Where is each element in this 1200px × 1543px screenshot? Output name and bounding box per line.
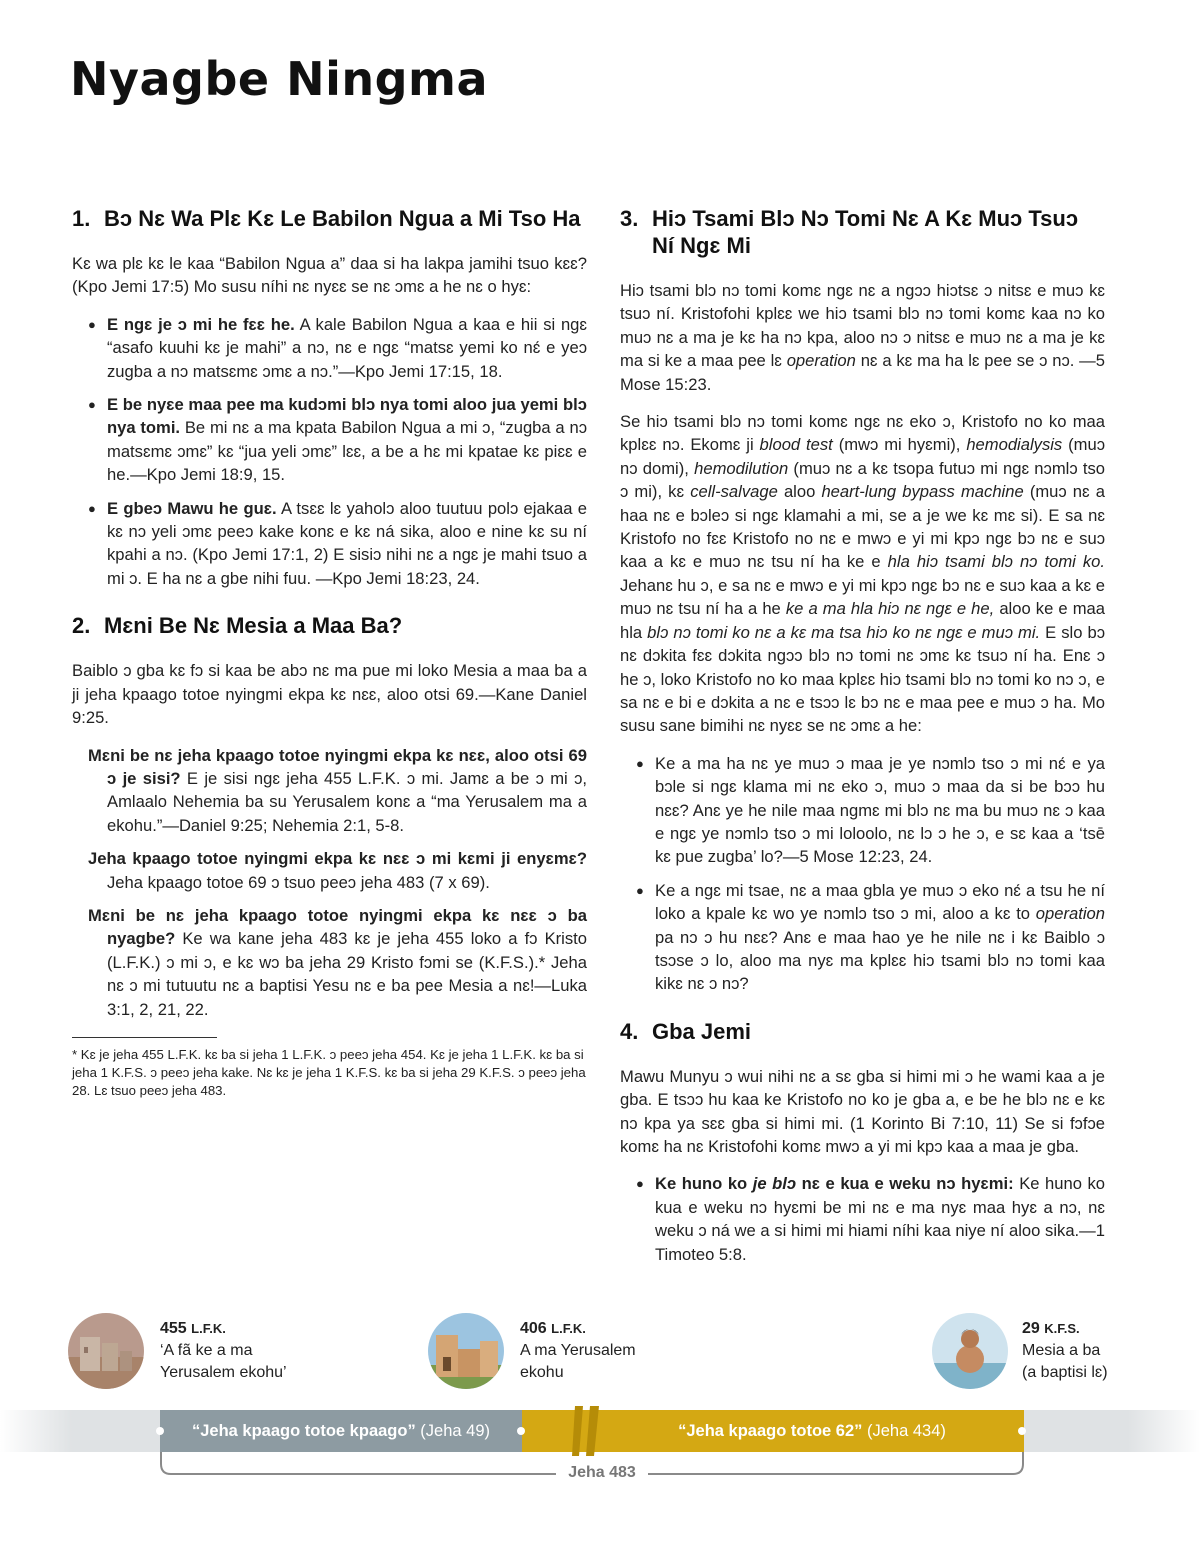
- event-description: Mesia a ba: [1022, 1342, 1101, 1359]
- answer: E je sisi ngɛ jeha 455 L.F.K. ɔ mi. Jamɛ a be ɔ mi ɔ, Amlaalo Nehemia ba su Yerusalem konɛ a “ma Yerusalem ma a ekohu.”—Daniel 9:25; Nehemia 2:1, 5-8.: [107, 768, 587, 835]
- text-run: (muɔ nɛ a haa nɛ e bɔleɔ si ngɛ klamahi a mi, se a je we kɛ mɛ si). E sa nɛ Kristofo no fɛɛ Kristofo no nɛ e mwɔ e yi mi kpɔ ngɛ bɔ nɛ e suɔ kaa a kɛ e muɔ nɛ tsu ní ha ke e: [620, 482, 1105, 572]
- section-paragraph: [620, 279, 1105, 396]
- section-1-heading: [72, 205, 587, 232]
- text-run: pa nɔ ɔ hu nɛɛ? Anɛ e maa hao ye he nile nɛ i kɛ Baiblo ɔ tsɔse ɔ lo, aloo ma nyɛ ma kplɛɛ hiɔ tsami blɔ nɔ tomi kaa kikɛ nɛ ɔ nɔ?: [655, 927, 1105, 994]
- text-run: aloo ke e maa hla: [620, 599, 1105, 642]
- section-intro: Baiblo ɔ gba kɛ fɔ si kaa be abɔ nɛ ma pue mi loko Mesia a maa ba a ji jeha kpaago totoe nyingmi ekpa kɛ nɛɛ, aloo otsi 69.—Kane Daniel 9:25.: [72, 661, 587, 728]
- bullet-text: A kale Babilon Ngua a kaa e hii si ngɛ “asafo kuuhi kɛ je mahi” a nɔ, nɛ e ngɛ “matsɛ yemi ko nɛ́ e yeɔ zugba a nɔ matsɛmɛ ɔmɛ a nɔ.”—Kpo Jemi 17:15, 18.: [107, 314, 588, 381]
- page-title: Nyagbe Ningma: [70, 52, 489, 106]
- event-description: ekohu: [520, 1364, 564, 1381]
- text-run-italic: blood test: [759, 435, 833, 455]
- section-2-heading: [72, 612, 587, 639]
- event-year: 29: [1022, 1320, 1040, 1337]
- answer: Jeha kpaago totoe 69 ɔ tsuo peeɔ jeha 483 (7 x 69).: [107, 872, 490, 892]
- text-run: aloo: [777, 482, 822, 502]
- period-label-title: “Jeha kpaago totoe kpaago”: [191, 1422, 416, 1440]
- bullet-lead: nɛ e kua e weku nɔ hyɛmi:: [796, 1174, 1014, 1194]
- section-4-heading: [620, 1018, 1105, 1045]
- text-run-italic: blɔ nɔ tomi ko nɛ a kɛ ma tsa hiɔ ko nɛ ngɛ e muɔ mi.: [647, 622, 1041, 642]
- event-description: A ma Yerusalem: [520, 1342, 636, 1359]
- event-description: (a baptisi lɛ): [1022, 1364, 1108, 1381]
- text-run: (muɔ nɛ a kɛ tsopa futuɔ mi ngɛ nɔmlɔ tso ɔ mi), kɛ: [620, 458, 1105, 502]
- bullet-item: [88, 497, 587, 591]
- period-label-title: “Jeha kpaago totoe 62”: [678, 1422, 863, 1440]
- text-run: (mwɔ mi hyɛmi),: [832, 435, 967, 455]
- period-label: [600, 1420, 1024, 1442]
- section-title: Mɛni Be Nɛ Mesia a Maa Ba?: [104, 613, 403, 639]
- text-run: E slo bɔ nɛ dɔkita fɛɛ dɔkita ngɔɔ blɔ nɔ tomi nɛ ɔmɛ kɛ tsuɔ ní ha. Enɛ ɔ he ɔ, loko Kristofo no ko maa kplɛɛ hiɔ tsami blɔ nɔ tomi ko nɔ ɔ, e sa nɛ e bi e dɔkita a nɛ e tsɔɔ lɛ bɔ nɛ e maa pee e muɔ ɔ ha. Mo susu sane bimihi nɛ nyɛɛ se nɛ ɔmɛ a he:: [620, 622, 1105, 736]
- event-era: L.F.K.: [191, 1321, 226, 1336]
- bullet-text: Ke huno ko kua e weku nɔ hyɛmi be mi nɛ e ma nyɛ maa hyɛ a nɔ, nɛ weku ɔ ná we a si himi mi hiami níhi kaa niye ní aloo sika.—1 Timoteo 5:8.: [655, 1174, 1105, 1264]
- bullet-lead-italic: je blɔ: [752, 1174, 797, 1194]
- bullet-lead: E ngɛ je ɔ mi he fɛɛ he.: [107, 314, 295, 334]
- event-era: K.F.S.: [1044, 1321, 1080, 1336]
- section-number: 4.: [620, 1018, 639, 1044]
- text-run-italic: hla hiɔ tsami blɔ nɔ tomi ko.: [887, 552, 1105, 572]
- bullet-item: [636, 879, 1105, 996]
- baptism-icon: [932, 1313, 1008, 1389]
- timeline-event: [1022, 1318, 1108, 1384]
- text-run-italic: hemodialysis: [966, 435, 1063, 455]
- section-paragraph: [620, 410, 1105, 738]
- text-run-italic: cell-salvage: [690, 482, 778, 502]
- bullet-lead: Ke huno ko: [655, 1174, 753, 1194]
- question: Jeha kpaago totoe nyingmi ekpa kɛ nɛɛ ɔ mi kɛmi ji enyɛmɛ?: [88, 849, 587, 869]
- text-run: nɛ a kɛ ma ha lɛ pee se ɔ nɔ. —5 Mose 15:23.: [620, 351, 1105, 394]
- text-run-italic: operation: [1035, 904, 1105, 924]
- text-run: Jehanɛ hu ɔ, e sa nɛ e mwɔ e yi mi kpɔ ngɛ bɔ nɛ e suɔ kaa a kɛ e muɔ nɛ tsu ní ha a he: [620, 575, 1105, 619]
- section-number: 2.: [72, 613, 91, 639]
- bullet-item: ● Ke a ma ha nɛ ye muɔ ɔ maa je ye nɔmlɔ tso ɔ mi nɛ́ e ya bɔle si ngɛ klama mi nɛ eko ɔ, muɔ ɔ maa da si be bɔɔ hu nɛɛ? Anɛ ye he nile maa ngmɛ mi blɔ nɛ ma bu muɔ nɛ ɔ kaa e ngɛ ye nɔmlɔ tso ɔ mi loloolo, nɛ lɔ ɔ he ɔ, e sɛ kaa a ‘tsē kɛ pue zugba’ lo?—5 Mose 12:23, 24.: [636, 752, 1105, 869]
- bullet-item: [636, 1172, 1105, 1266]
- footnote-divider: [72, 1037, 217, 1038]
- question: Mɛni be nɛ jeha kpaago totoe nyingmi ekpa kɛ nɛɛ ɔ ba nyagbe?: [88, 905, 587, 949]
- bullet-list: [636, 752, 1105, 996]
- section-intro: Mawu Munyu ɔ wui nihi nɛ a sɛ gba si himi mi ɔ he wami kaa a je gba. E tsɔɔ hu kaa ke Kristofo no ko je gba a, e be he blɔ nɛ e kɛ nɔ kpa ya sɛɛ gba si himi mi. (1 Korinto Bi 7:10, 11) Se si fɔfɔe komɛ ha nɛ Kristofohi komɛ mwɔ a yi mi kpɔ kaa a maa je gba.: [620, 1066, 1105, 1156]
- bullet-list: [636, 1172, 1105, 1266]
- bullet-lead: E be nyɛe maa pee ma kudɔmi blɔ nya tomi aloo jua yemi blɔ nya tomi.: [107, 395, 587, 438]
- question-answer: [88, 847, 587, 894]
- question: Mɛni be nɛ jeha kpaago totoe nyingmi ekpa kɛ nɛɛ, aloo otsi 69 ɔ je sisi?: [88, 745, 587, 788]
- section-3-heading: [620, 205, 1105, 259]
- bullet-item: [88, 393, 587, 487]
- text-run-italic: hemodilution: [694, 458, 789, 478]
- text-run: Hiɔ tsami blɔ nɔ tomi komɛ ngɛ nɛ a ngɔɔ hiɔtsɛ ɔ nitsɛ e muɔ kɛ tsuɔ ní. Kristofohi kplɛɛ we hiɔ tsami blɔ nɔ tomi komɛ kaa nɔ ko muɔ nɛ a ma je kɛ ha nɔ kpa, aloo nɔ ɔ nitsɛ e muɔ nɛ a ma je kɛ ma si ke a maa pee lɛ: [620, 281, 1105, 371]
- answer: Ke wa kane jeha 483 kɛ je jeha 455 loko a fɔ Kristo (L.F.K.) ɔ mi ɔ, e kɛ wɔ ba jeha 29 Kristo fɔmi se (K.F.S.).* Jeha nɛ ɔ mi tutuutu nɛ a baptisi Yesu nɛ e ba pee Mesia a nɛ!—Luka 3:1, 2, 21, 22.: [107, 929, 587, 1019]
- right-column: [620, 205, 1105, 1288]
- event-description: Yerusalem ekohu’: [160, 1364, 287, 1381]
- bullet-text: Be mi nɛ a ma kpata Babilon Ngua a mi ɔ, “zugba a nɔ matsɛmɛ ɔmɛ” kɛ “jua yeli ɔmɛ” lɛɛ, a be a hɛ mi kpatae kɛ piɛɛ e he.—Kpo Jemi 18:9, 15.: [107, 418, 587, 485]
- event-description: ‘A fã ke a ma: [160, 1342, 253, 1359]
- period-label-years: (Jeha 434): [862, 1422, 946, 1440]
- section-intro: Kɛ wa plɛ kɛ le kaa “Babilon Ngua a” daa si ha lakpa jamihi tsuo kɛɛ? (Kpo Jemi 17:5) Mo susu níhi nɛ nyɛɛ se nɛ ɔmɛ a he nɛ o hyɛ:: [72, 254, 587, 297]
- text-run: Ke a ngɛ mi tsae, nɛ a maa gbla ye muɔ ɔ eko nɛ́ a tsu he ní loko a kpale kɛ wo ye nɔmlɔ tso ɔ mi, aloo a kɛ to: [655, 880, 1105, 924]
- bullet-lead: E gbeɔ Mawu he guɛ.: [107, 498, 277, 518]
- section-number: 1.: [72, 206, 91, 231]
- timeline-event: [160, 1318, 287, 1384]
- section-title: Bɔ Nɛ Wa Plɛ Kɛ Le Babilon Ngua a Mi Tso Ha: [104, 206, 581, 231]
- section-hio-tsami: [620, 205, 1105, 996]
- city-wall-icon: [428, 1313, 504, 1389]
- timeline-event: [520, 1318, 636, 1384]
- section-title: Gba Jemi: [652, 1018, 752, 1044]
- section-mesia: [72, 612, 587, 1100]
- section-number: 3.: [620, 206, 639, 231]
- event-year: 406: [520, 1320, 547, 1337]
- total-years-label: Jeha 483: [556, 1464, 648, 1482]
- text-run: Se hiɔ tsami blɔ nɔ tomi komɛ ngɛ nɛ eko ɔ, Kristofo no ko maa kplɛɛ nɔ. Ekomɛ ji: [620, 412, 1105, 455]
- event-year: 455: [160, 1320, 187, 1337]
- period-label-years: (Jeha 49): [415, 1422, 490, 1440]
- text-run-italic: ke a ma hla hiɔ nɛ ngɛ e he,: [785, 599, 995, 619]
- footnote: * Kɛ je jeha 455 L.F.K. kɛ ba si jeha 1 L.F.K. ɔ peeɔ jeha 454. Kɛ je jeha 1 L.F.K. kɛ ba si jeha 1 K.F.S. ɔ peeɔ jeha kake. Nɛ kɛ je jeha 1 K.F.S. kɛ ba si jeha 29 K.F.S. ɔ peeɔ jeha 28. Lɛ tsuo peeɔ jeha 483.: [72, 1046, 586, 1098]
- question-answer: [88, 904, 587, 1021]
- section-babilon: [72, 205, 587, 590]
- bullet-list: [88, 313, 587, 590]
- ruins-icon: [68, 1313, 144, 1389]
- event-era: L.F.K.: [551, 1321, 586, 1336]
- text-run-italic: heart-lung bypass machine: [821, 482, 1024, 502]
- section-gba-jemi: [620, 1018, 1105, 1266]
- question-answer: [88, 744, 587, 838]
- period-label: [162, 1420, 520, 1442]
- text-run-italic: operation: [786, 351, 856, 371]
- bullet-item: [88, 313, 587, 383]
- text-run: (muɔ nɔ domi),: [620, 435, 1106, 478]
- left-column: [72, 205, 587, 1122]
- section-title: Hiɔ Tsami Blɔ Nɔ Tomi Nɛ A Kɛ Muɔ Tsuɔ Ní Ngɛ Mi: [652, 206, 1079, 258]
- bullet-text: A tsɛɛ lɛ yaholɔ aloo tuutuu polɔ ejakaa e kɛ nɔ yeli ɔmɛ peeɔ kake konɛ e kɛ ná sika, aloo e nine kɛ su ní kpahi a nɔ. (Kpo Jemi 17:1, 2) E sisiɔ nihi nɛ a ngɛ je mahi tsuo a mi ɔ. E ha nɛ a gbe nihi fuu. —Kpo Jemi 18:23, 24.: [107, 498, 587, 588]
